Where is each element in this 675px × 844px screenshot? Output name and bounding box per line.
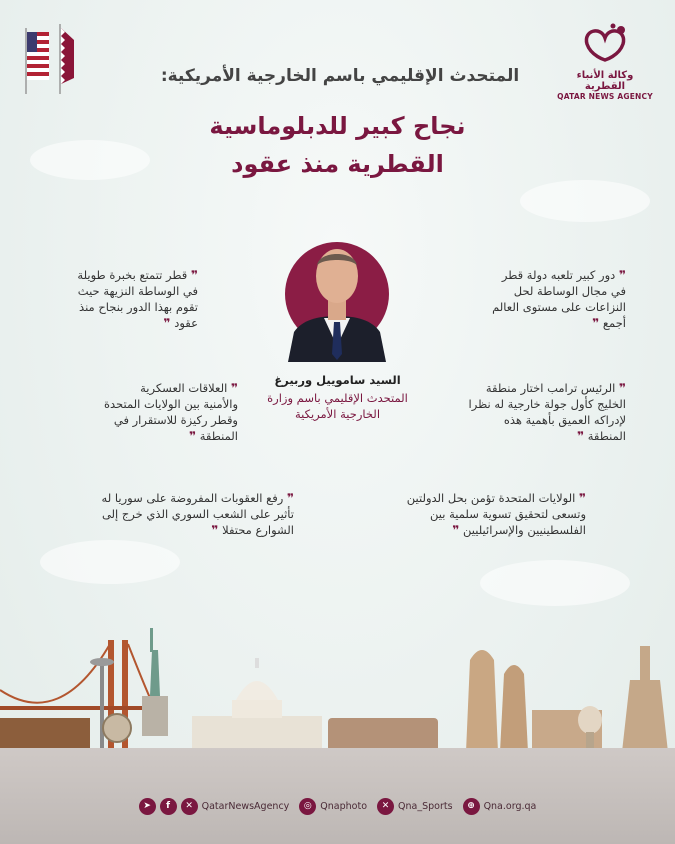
footer-instagram[interactable] [299,798,367,815]
quote-open-mark: ❞ [190,268,198,282]
quote-line: وتسعى لتحقيق تسوية سلمية بين [430,507,586,521]
quote-open-mark: ❞ [618,268,626,282]
agency-handle-text: QatarNewsAgency [201,800,290,812]
social-footer [0,794,675,818]
instagram-handle-text: Qnaphoto [320,800,368,812]
instagram-icon[interactable]: ◎ [299,798,316,815]
qna-emblem-icon [577,20,633,66]
landmarks-skyline [0,610,675,760]
monument-left [103,714,131,742]
quote-line: الولايات المتحدة تؤمن بحل الدولتين [406,491,576,505]
quote-line: قطر تتمتع بخبرة طويلة [77,268,188,282]
statue-of-liberty [142,628,168,736]
quote-line: الشوارع محتفلا [222,523,294,537]
museum-building [0,718,90,752]
quote-syria-sanctions [84,490,294,538]
quote-line: العلاقات العسكرية [140,381,228,395]
background-cloud [40,540,180,584]
quote-line: والأمنية بين الولايات المتحدة [104,397,238,411]
quote-close-mark: ❞ [592,316,600,330]
quote-line: عقود [174,316,198,330]
spiral-minaret [622,646,668,752]
quote-close-mark: ❞ [189,429,197,443]
quote-line: تأثير على الشعب السوري الذي خرج إلى [101,507,294,521]
quote-open-mark: ❞ [618,381,626,395]
x-icon[interactable]: ✕ [377,798,394,815]
quote-open-mark: ❞ [578,491,586,505]
quote-line: الخليج كأول جولة خارجية له نظرا [468,397,626,411]
quote-line: وقطر ركيزة للاستقرار في [113,413,238,427]
quote-two-state [380,490,586,538]
logo-arabic-text: وكالة الأنباء القطرية [576,70,634,92]
quote-close-mark: ❞ [577,429,585,443]
quote-line: لإدراكه العميق بأهمية هذه [503,413,626,427]
quote-line: أجمع [602,316,626,330]
quote-line: المنطقة [587,429,626,443]
footer-website[interactable] [463,798,537,815]
title-line-1: نجاح كبير للدبلوماسية [209,112,466,140]
quote-open-mark: ❞ [230,381,238,395]
quote-line: المنطقة [199,429,238,443]
us-qatar-flags [20,22,78,96]
quote-military-relations [58,380,238,444]
x-icon[interactable]: ✕ [181,798,198,815]
quote-line: دور كبير تلعبه دولة قطر [501,268,616,282]
quote-close-mark: ❞ [452,523,460,537]
background-cloud [480,560,630,606]
speaker-role [240,390,435,422]
globe-icon[interactable]: ⊕ [463,798,480,815]
speaker-name: السيد ساموييل وربيرغ [274,373,401,387]
quote-line: النزاعات على مستوى العالم [492,300,626,314]
website-text: Qna.org.qa [483,800,537,812]
quote-line: رفع العقوبات المفروضة على سوريا له [101,491,284,505]
footer-agency-handle[interactable] [139,798,290,815]
quote-line: الفلسطينيين والإسرائيليين [463,523,586,537]
sports-handle-text: Qna_Sports [398,800,453,812]
quote-qatar-role [468,267,626,331]
katara-towers [466,650,528,752]
logo-english-text: QATAR NEWS AGENCY [557,92,653,101]
qna-logo [557,20,653,101]
footer-sports[interactable] [377,798,453,815]
quote-open-mark: ❞ [286,491,294,505]
facebook-icon[interactable]: f [160,798,177,815]
speaker-role-line-2: الخارجية الأمريكية [294,407,381,421]
headline: المتحدث الإقليمي باسم الخارجية الأمريكية: [160,66,520,86]
quote-line: تقوم بهذا الدور بنجاح منذ [79,300,198,314]
quote-line: في الوساطة النزيهة حيث [77,284,198,298]
speaker-role-line-1: المتحدث الإقليمي باسم وزارة [267,391,408,405]
telegram-icon[interactable]: ➤ [139,798,156,815]
quote-mediation-experience [40,267,198,331]
quote-close-mark: ❞ [163,316,171,330]
title-line-2: القطرية منذ عقود [231,150,444,178]
quote-line: الرئيس ترامب اختار منطقة [485,381,616,395]
capitol-building [192,658,322,752]
quote-close-mark: ❞ [211,523,219,537]
quote-trump-gulf [456,380,626,444]
background-cloud [520,180,650,222]
arched-building [328,718,438,752]
quote-line: في مجال الوساطة لحل [513,284,626,298]
speaker-portrait [284,228,390,362]
